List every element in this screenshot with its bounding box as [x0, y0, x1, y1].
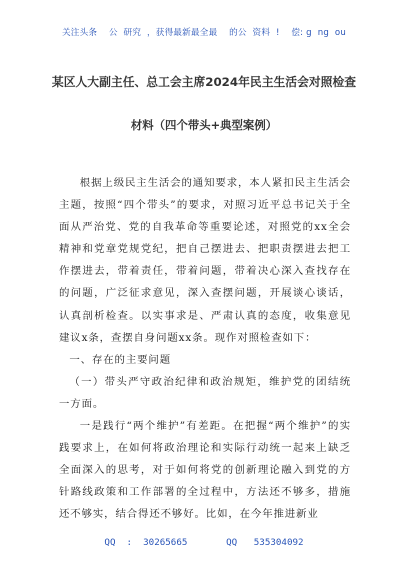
- section-heading: 一、存在的主要问题: [69, 353, 172, 366]
- document-body: [59, 172, 351, 526]
- contact-footer: QQ : 30265665 QQ 535304092: [104, 537, 304, 548]
- document-subtitle: 材料（四个带头+典型案例）: [130, 118, 278, 132]
- paragraph-point-one: 一是践行“两个维护”有差距。在把握“两个维护”的实践要求上，在如何将政治理论和实际行动统一起来上缺乏全面深入的思考，对于如何将党的创新理论融入到党的方针路线政策和工作部署的全过程中，方法还不够多，措施还不够实，结合得还不够好。比如，在今年推进新业: [59, 420, 351, 521]
- subsection-heading: （一）带头严守政治纪律和政治规矩，维护党的团结统一方面。: [59, 375, 351, 410]
- paragraph-intro: 根据上级民主生活会的通知要求，本人紧扣民主生活会主题，按照“四个带头”的要求，对照习近平总书记关于全面从严治党、党的自我革命等重要论述，对照党的xx全会精神和党章党规党纪，把自己摆进去、把职责摆进去把工作摆进去，带着责任，带着问题，带着决心深入查找存在的问题，广泛征求意见，深入查摆问题，开展谈心谈话，认真剖析检查。以实事求是、严肃认真的态度，收集意见建议x条，查摆自身问题xx条。现作对照检查如下：: [59, 177, 351, 344]
- promo-header: 关注头条 公 研究 ，获得最新最全最 的公 资料 ! 偿: g ng ou: [62, 28, 346, 38]
- document-title: 某区人大副主任、总工会主席2024年民主生活会对照检查: [51, 75, 357, 89]
